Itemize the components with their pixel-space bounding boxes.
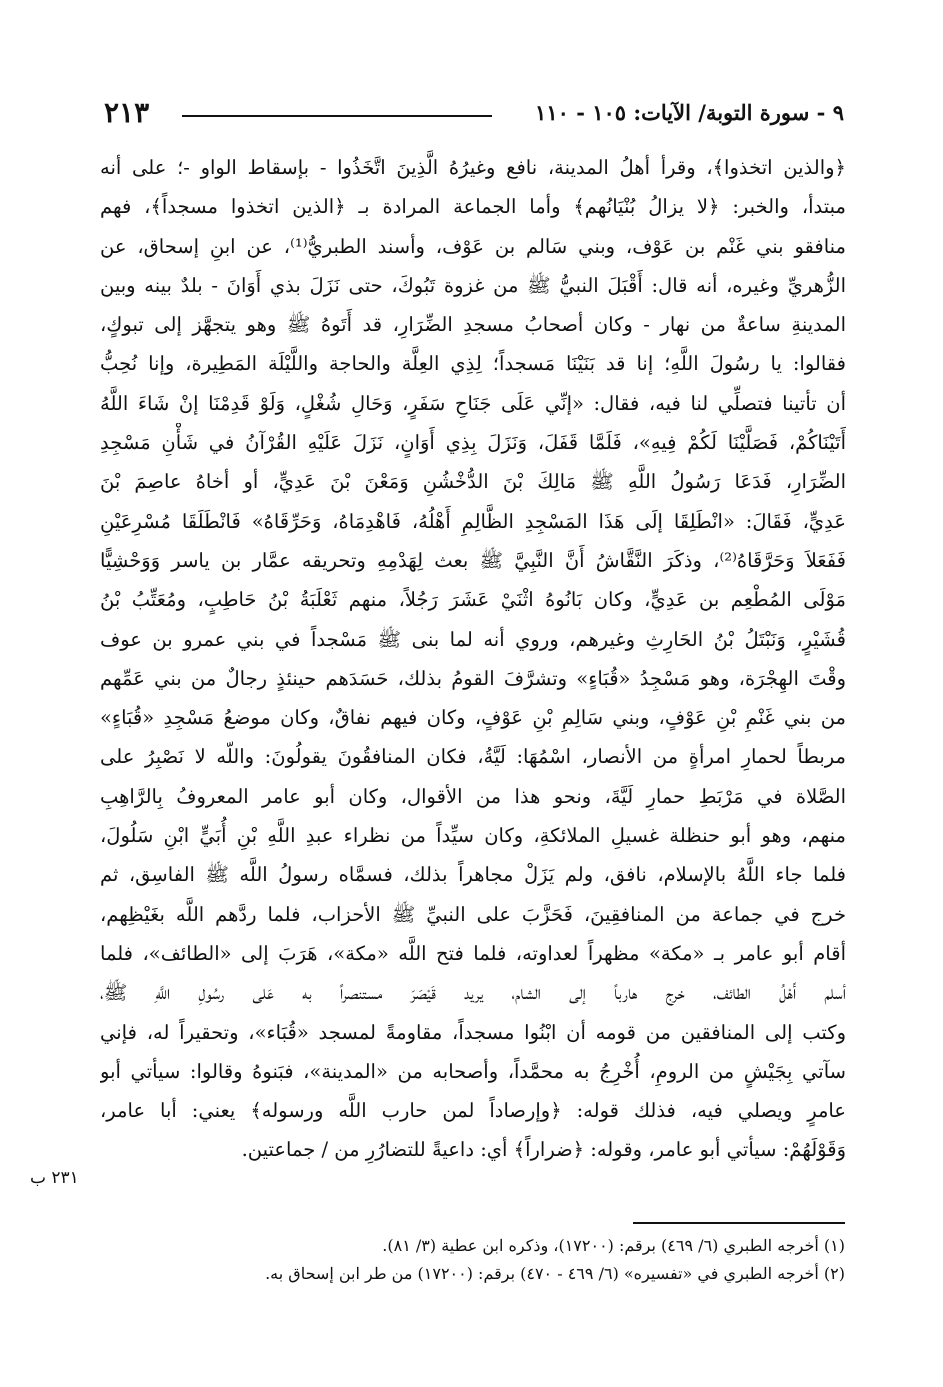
header-rule bbox=[182, 115, 492, 117]
text-line: فقالوا: يا رسُولَ اللَّهِ؛ إنا قد بَنَيْنَا مَسجداً؛ لِذِي العِلَّة والحاجة واللَّيْلَة المَطِيرة، وإنا نُحِبُّ bbox=[100, 352, 846, 376]
text-line: وقْتَ الهِجْرَة، وهو مَسْجِدُ «قُبَاءٍ» وتشرَّفَ القومُ بذلك، حَسَدَهم حينئذٍ رجالٌ من بني عَمِّهم bbox=[100, 666, 846, 690]
text-line: منافقو بني غَنْم بن عَوْف، وبني سَالم بن عَوْف، وأسند الطبريُّ⁽¹⁾، عن ابنِ إسحاق، عن bbox=[100, 234, 846, 258]
text-line: أن تأتينا فتصلِّي لنا فيه، فقال: «إنِّي عَلَى جَنَاحِ سَفَرٍ، وَحَالِ شُغْلٍ، وَلَوْ قَدِمْنَا إنْ شَاءَ اللَّهُ bbox=[100, 391, 846, 415]
text-line: أقام أبو عامر بـ «مكة» مظهراً لعداوته، فلما فتح اللَّه «مكة»، هَرَبَ إلى «الطائف»، فلما bbox=[100, 941, 846, 965]
text-line: فلما جاء اللَّهُ بالإسلام، نافق، ولم يَزَلْ مجاهراً بذلك، فسمَّاه رسولُ اللَّه ﷺ الفاسِق، ثم bbox=[100, 863, 846, 887]
text-line: الضِّرَارِ، فَدَعَا رَسُولُ اللَّهِ ﷺ مَالِكَ بْنَ الدُّخْشُنِ وَمَعْنَ بْنَ عَدِيٍّ، أو أخاهُ عاصِمَ بْنَ bbox=[100, 470, 846, 494]
text-line: عامرٍ ويصلي فيه، فذلك قوله: ﴿وإرصاداً لمن حارب اللَّه ورسوله﴾ يعني: أبا عامر، bbox=[100, 1099, 846, 1123]
footnotes bbox=[99, 1232, 845, 1288]
page-header bbox=[104, 96, 844, 132]
text-line: منهم، وهو أبو حنظلة غسيلِ الملائكةِ، وكان سيِّداً من نظراء عبدِ اللَّهِ بْنِ أُبَيٍّ ابْنِ سَلُولَ، bbox=[100, 824, 846, 848]
text-line: سآتي بِجَيْشٍ من الرومِ، أُخْرِجُ به محمَّداً، وأصحابه من «المدينة»، فبَنوهُ وقالوا: سيأتي أبو bbox=[100, 1059, 846, 1083]
text-line: المدينةِ ساعةٌ من نهار - وكان أصحابُ مسجدِ الضِّرَارِ، قد أَتَوهُ ﷺ وهو يتجهَّز إلى تبوكٍ، bbox=[100, 313, 846, 337]
text-line: أَتَيْنَاكُمْ، فَصَلَّيْنَا لَكُمْ فِيهِ»، فَلَمَّا قَفَلَ، وَنَزَلَ بِذِي أَوَانٍ، نَزَلَ عَلَيْهِ القُرْآنُ في شَأْنِ مَسْجِدِ bbox=[100, 431, 846, 455]
text-line: فَفَعَلاَ وَحَرَّقَاهُ⁽²⁾، وذكَرَ النَّقَّاشُ أَنَّ النَّبِيَّ ﷺ بعث لِهَدْمِهِ وتحريقه عمَّار بن ياسر وَوَحْشِيًّا bbox=[100, 548, 846, 572]
page-number: ٢١٣ bbox=[104, 96, 150, 129]
text-line: قُشَيْرٍ، وَنَبْتَلُ بْنُ الحَارِثِ وغيرهم، وروي أنه لما بنى ﷺ مَسْجداً في بني عمرو بن عوف bbox=[100, 627, 846, 651]
footnote-2: (٢) أخرجه الطبري في «تفسيره» (٦/ ٤٦٩ - ٤٧٠) برقم: (١٧٢٠٠) من طر ابن إسحاق به. bbox=[265, 1264, 845, 1283]
text-line: الزُّهريِّ وغيره، أنه قال: أَقْبَلَ النبيُّ ﷺ من غزوة تَبُوكَ، حتى نَزَلَ بذي أَوَانَ - بلدٌ بينه وبين bbox=[100, 273, 846, 297]
text-line: مبتدأ، والخبر: ﴿لا يزالُ بُنْيَانُهم﴾ وأما الجماعة المرادة بـ ﴿الذين اتخذوا مسجداً﴾، فهم bbox=[100, 195, 846, 219]
text-line: مربطاً لحمارِ امرأةٍ من الأنصار، اسْمُهَا: لَيَّةُ، فكان المنافقُونَ يقولُونَ: واللّه لا نَصْبِرُ على bbox=[100, 745, 846, 769]
text-line: مَوْلَى المُطْعِم بن عَدِيٍّ، وكان بَانُوهُ اثْنَيْ عَشَرَ رَجُلاً، منهم ثَعْلَبَةُ بْنُ حَاطِبٍ، ومُعَتِّبُ بْنُ bbox=[100, 588, 846, 612]
text-line: من بني غَنْمِ بْنِ عَوْفٍ، وبني سَالِمِ بْنِ عَوْفٍ، وكان فيهم نفاقٌ، وكان موضعُ مَسْجِدِ «قُبَاءٍ» bbox=[100, 706, 846, 730]
running-title: ٩ - سورة التوبة/ الآيات: ١٠٥ - ١١٠ bbox=[535, 100, 844, 125]
footnote-1: (١) أخرجه الطبري (٦/ ٤٦٩) برقم: (١٧٢٠٠)، وذكره ابن عطية (٣/ ٨١). bbox=[382, 1236, 845, 1255]
text-line: عَدِيٍّ، فَقَالَ: «انْطَلِقَا إلَى هَذَا المَسْجِدِ الظَّالِمِ أَهْلُهُ، فَاهْدِمَاهُ، وَحَرِّقَاهُ» فَانْطَلَقَا مُسْرِعَيْنِ bbox=[100, 509, 846, 533]
text-line: ﴿والذين اتخذوا﴾، وقرأ أهلُ المدينة، نافع وغيرُهُ الَّذِينَ اتَّخَذُوا - بإسقاط الواو -؛ على أنه bbox=[100, 156, 846, 179]
text-line: وكتب إلى المنافقين من قومه أن ابْنُوا مسجداً، مقاومةً لمسجد «قُبَاء»، وتحقيراً له، فإني bbox=[100, 1020, 846, 1044]
text-line: أسلم أَهْلُ الطائف، خرج هارباً إلى الشام، يريد قَيْصَرَ مستنصراً به عَلى رسُولِ اللَّهِ ﷺ، bbox=[100, 981, 846, 1005]
text-line: الصَّلاة في مَرْبَطِ حمارِ لَيَّةَ، ونحو هذا من الأقوال، وكان أبو عامر المعروفُ بِالرَّاهِبِ bbox=[100, 784, 846, 808]
footnote-rule bbox=[633, 1222, 845, 1224]
main-text bbox=[100, 148, 846, 1170]
text-line: وَقَوْلَهُمْ: سيأتي أبو عامر، وقوله: ﴿ضراراً﴾ أي: داعيةً للتضارُرِ من / جماعتين. bbox=[241, 1138, 846, 1162]
manuscript-folio-note: ٢٣١ ب bbox=[30, 1168, 79, 1188]
text-line: خرج في جماعة من المنافقِينَ، فَحَزَّبَ على النبيِّ ﷺ الأحزاب، فلما ردَّهم اللَّه بغَيْظِهم، bbox=[100, 902, 846, 926]
